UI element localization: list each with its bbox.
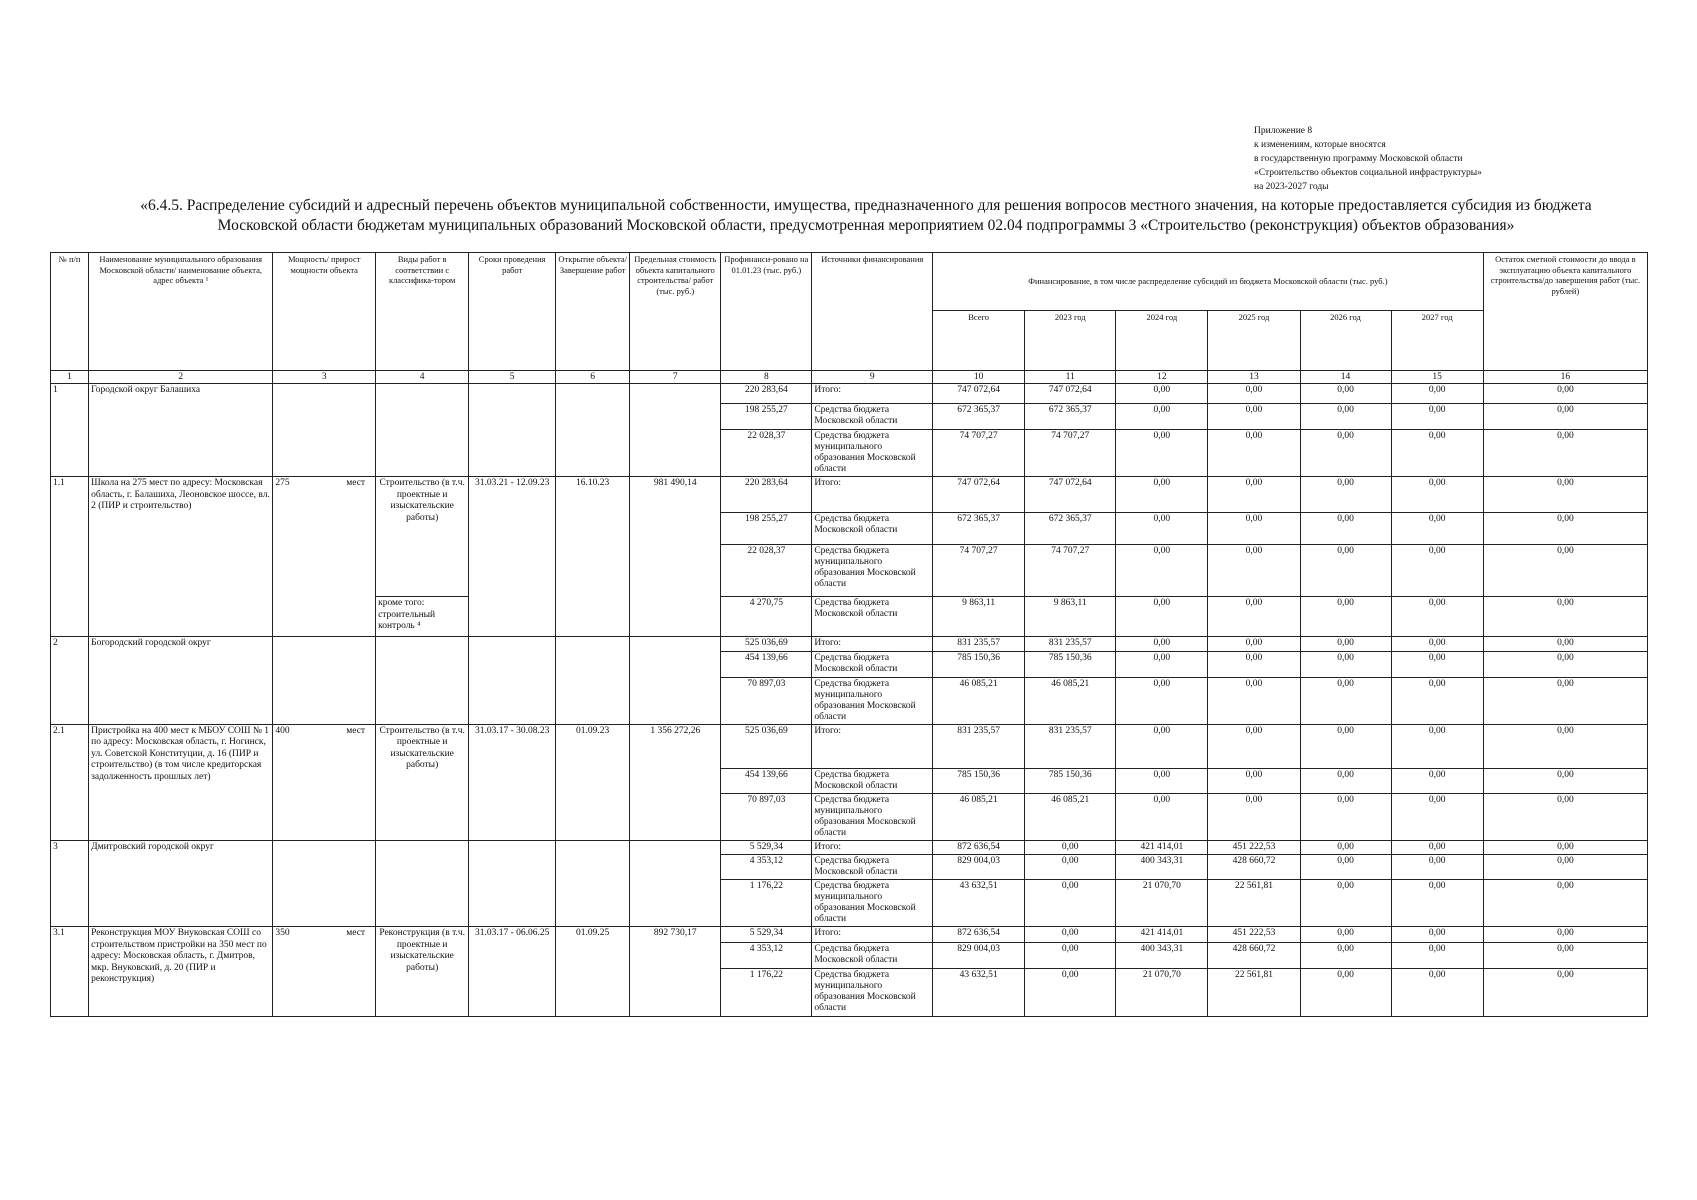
total-value: 747 072,64	[933, 384, 1025, 404]
total-value: 785 150,36	[933, 651, 1025, 677]
object-name: Городской округ Балашиха	[89, 384, 273, 477]
financed-value: 4 270,75	[721, 597, 812, 637]
year-value: 421 414,01	[1116, 927, 1208, 943]
financed-value: 1 176,22	[721, 969, 812, 1017]
index-cell: 11	[1025, 371, 1116, 384]
year-value: 0,00	[1025, 927, 1116, 943]
object-name: Дмитровский городской округ	[89, 840, 273, 927]
year-value: 747 072,64	[1025, 384, 1116, 404]
remainder-value: 0,00	[1483, 855, 1647, 880]
year-value: 74 707,27	[1025, 430, 1116, 477]
work-type: Строительство (в т.ч. проектные и изыскательские работы)	[376, 724, 469, 840]
opening-date	[556, 637, 630, 725]
table-body	[51, 384, 1648, 1017]
total-value: 46 085,21	[933, 677, 1025, 724]
year-value: 0,00	[1300, 969, 1391, 1017]
work-type	[376, 840, 469, 927]
year-value: 0,00	[1391, 597, 1483, 637]
row-number: 3.1	[51, 927, 89, 1017]
appendix-line: к изменениям, которые вносятся	[1254, 140, 1386, 150]
object-capacity	[273, 724, 376, 840]
financed-value: 525 036,69	[721, 724, 812, 768]
col-opening: Открытие объекта/ Завершение работ	[556, 253, 630, 371]
year-value: 0,00	[1391, 477, 1483, 513]
remainder-value: 0,00	[1483, 430, 1647, 477]
year-value: 785 150,36	[1025, 651, 1116, 677]
capacity-value: 275	[275, 478, 290, 488]
year-value: 22 561,81	[1208, 880, 1300, 927]
year-value: 672 365,37	[1025, 513, 1116, 545]
year-value: 421 414,01	[1116, 840, 1208, 855]
year-value: 0,00	[1300, 943, 1391, 969]
year-value: 0,00	[1025, 880, 1116, 927]
financing-source: Итого:	[812, 927, 933, 943]
table-header	[51, 253, 1648, 384]
max-cost: 1 356 272,26	[630, 724, 721, 840]
index-cell: 12	[1116, 371, 1208, 384]
remainder-value: 0,00	[1483, 927, 1647, 943]
remainder-value: 0,00	[1483, 943, 1647, 969]
opening-date	[556, 840, 630, 927]
work-type	[376, 384, 469, 477]
remainder-value: 0,00	[1483, 840, 1647, 855]
year-value: 21 070,70	[1116, 969, 1208, 1017]
table-row	[51, 384, 1648, 404]
year-value: 0,00	[1116, 513, 1208, 545]
financing-source: Средства бюджета муниципального образования Московской области	[812, 545, 933, 597]
col-terms: Сроки проведения работ	[469, 253, 556, 371]
financed-value: 198 255,27	[721, 513, 812, 545]
financing-source: Итого:	[812, 384, 933, 404]
year-value: 0,00	[1391, 651, 1483, 677]
year-value: 400 343,31	[1116, 943, 1208, 969]
max-cost: 892 730,17	[630, 927, 721, 1017]
index-cell: 2	[89, 371, 273, 384]
year-value: 0,00	[1116, 545, 1208, 597]
financed-value: 1 176,22	[721, 880, 812, 927]
year-value: 672 365,37	[1025, 404, 1116, 430]
total-value: 9 863,11	[933, 597, 1025, 637]
year-value: 46 085,21	[1025, 677, 1116, 724]
total-value: 672 365,37	[933, 404, 1025, 430]
appendix-line: в государственную программу Московской области	[1254, 154, 1463, 164]
col-max-cost: Предельная стоимость объекта капитального строительства/ работ (тыс. руб.)	[630, 253, 721, 371]
year-value: 0,00	[1391, 724, 1483, 768]
work-terms	[469, 840, 556, 927]
index-cell: 14	[1300, 371, 1391, 384]
index-cell: 5	[469, 371, 556, 384]
total-value: 829 004,03	[933, 943, 1025, 969]
col-remainder: Остаток сметной стоимости до ввода в эксплуатацию объекта капитального строительства/до завершения работ (тыс. рублей)	[1483, 253, 1647, 371]
object-capacity	[273, 384, 376, 477]
financed-value: 70 897,03	[721, 793, 812, 840]
financed-value: 22 028,37	[721, 545, 812, 597]
year-value: 0,00	[1300, 637, 1391, 652]
financed-value: 198 255,27	[721, 404, 812, 430]
remainder-value: 0,00	[1483, 384, 1647, 404]
object-name: Школа на 275 мест по адресу: Московская область, г. Балашиха, Леоновское шоссе, вл. 2 (ПИР и строительство)	[89, 477, 273, 637]
year-value: 9 863,11	[1025, 597, 1116, 637]
year-value: 831 235,57	[1025, 724, 1116, 768]
financing-source: Средства бюджета Московской области	[812, 404, 933, 430]
capacity-unit: мест	[346, 928, 366, 938]
remainder-value: 0,00	[1483, 651, 1647, 677]
year-value: 0,00	[1300, 880, 1391, 927]
work-terms: 31.03.17 - 30.08.23	[469, 724, 556, 840]
row-number: 2	[51, 637, 89, 725]
col-work-type: Виды работ в соответствии с классифика-тором	[376, 253, 469, 371]
year-value: 0,00	[1391, 637, 1483, 652]
row-number: 2.1	[51, 724, 89, 840]
financing-source: Итого:	[812, 840, 933, 855]
index-cell: 7	[630, 371, 721, 384]
object-capacity	[273, 840, 376, 927]
col-financed: Профинанси-ровано на 01.01.23 (тыс. руб.)	[721, 253, 812, 371]
year-value: 0,00	[1300, 545, 1391, 597]
remainder-value: 0,00	[1483, 404, 1647, 430]
remainder-value: 0,00	[1483, 969, 1647, 1017]
table-row	[51, 927, 1648, 943]
work-type: Строительство (в т.ч. проектные и изыскательские работы)	[376, 477, 469, 597]
object-name: Пристройка на 400 мест к МБОУ СОШ № 1 по адресу: Московская область, г. Ногинск, ул. Советской Конституции, д. 16 (ПИР и строительство) (в том числе кредиторская задолженность прошлых лет)	[89, 724, 273, 840]
year-value: 0,00	[1300, 477, 1391, 513]
total-value: 831 235,57	[933, 724, 1025, 768]
index-cell: 8	[721, 371, 812, 384]
year-value: 0,00	[1208, 404, 1300, 430]
financing-source: Средства бюджета муниципального образования Московской области	[812, 677, 933, 724]
remainder-value: 0,00	[1483, 597, 1647, 637]
year-value: 0,00	[1391, 404, 1483, 430]
col-year-2023: 2023 год	[1025, 311, 1116, 371]
total-value: 872 636,54	[933, 927, 1025, 943]
year-value: 0,00	[1391, 943, 1483, 969]
year-value: 0,00	[1025, 855, 1116, 880]
capacity-value: 350	[275, 928, 290, 938]
year-value: 0,00	[1300, 513, 1391, 545]
year-value: 451 222,53	[1208, 927, 1300, 943]
year-value: 0,00	[1391, 969, 1483, 1017]
year-value: 0,00	[1208, 384, 1300, 404]
year-value: 428 660,72	[1208, 855, 1300, 880]
remainder-value: 0,00	[1483, 477, 1647, 513]
year-value: 0,00	[1208, 597, 1300, 637]
year-value: 451 222,53	[1208, 840, 1300, 855]
year-value: 0,00	[1025, 969, 1116, 1017]
col-total: Всего	[933, 311, 1025, 371]
remainder-value: 0,00	[1483, 677, 1647, 724]
max-cost	[630, 384, 721, 477]
year-value: 0,00	[1391, 768, 1483, 793]
total-value: 74 707,27	[933, 430, 1025, 477]
year-value: 747 072,64	[1025, 477, 1116, 513]
total-value: 672 365,37	[933, 513, 1025, 545]
year-value: 0,00	[1116, 724, 1208, 768]
year-value: 21 070,70	[1116, 880, 1208, 927]
year-value: 0,00	[1116, 768, 1208, 793]
year-value: 0,00	[1208, 768, 1300, 793]
financing-source: Средства бюджета Московской области	[812, 855, 933, 880]
financing-source: Средства бюджета муниципального образования Московской области	[812, 430, 933, 477]
year-value: 0,00	[1391, 927, 1483, 943]
year-value: 0,00	[1208, 677, 1300, 724]
remainder-value: 0,00	[1483, 545, 1647, 597]
year-value: 0,00	[1208, 724, 1300, 768]
year-value: 0,00	[1300, 724, 1391, 768]
financed-value: 5 529,34	[721, 927, 812, 943]
object-capacity	[273, 927, 376, 1017]
index-cell: 10	[933, 371, 1025, 384]
index-cell: 4	[376, 371, 469, 384]
financing-source: Итого:	[812, 724, 933, 768]
table-row	[51, 724, 1648, 768]
year-value: 0,00	[1300, 651, 1391, 677]
financing-source: Средства бюджета Московской области	[812, 597, 933, 637]
total-value: 785 150,36	[933, 768, 1025, 793]
financing-source: Средства бюджета муниципального образования Московской области	[812, 880, 933, 927]
col-financing: Финансирование, в том числе распределение субсидий из бюджета Московской области (тыс. руб.)	[933, 253, 1484, 311]
capacity-value: 400	[275, 725, 290, 736]
financing-source: Средства бюджета Московской области	[812, 768, 933, 793]
work-type: Реконструкция (в т.ч. проектные и изыскательские работы)	[376, 927, 469, 1017]
object-capacity	[273, 477, 376, 637]
year-value: 0,00	[1208, 651, 1300, 677]
object-name: Богородский городской округ	[89, 637, 273, 725]
financed-value: 454 139,66	[721, 651, 812, 677]
opening-date: 16.10.23	[556, 477, 630, 637]
year-value: 0,00	[1300, 927, 1391, 943]
year-value: 0,00	[1116, 477, 1208, 513]
year-value: 0,00	[1300, 768, 1391, 793]
total-value: 829 004,03	[933, 855, 1025, 880]
work-type	[376, 637, 469, 725]
year-value: 0,00	[1116, 597, 1208, 637]
col-num: № п/п	[51, 253, 89, 371]
row-number: 3	[51, 840, 89, 927]
table-row	[51, 477, 1648, 513]
year-value: 0,00	[1025, 943, 1116, 969]
financing-source: Средства бюджета муниципального образования Московской области	[812, 969, 933, 1017]
year-value: 0,00	[1300, 840, 1391, 855]
financed-value: 220 283,64	[721, 384, 812, 404]
object-capacity	[273, 637, 376, 725]
year-value: 0,00	[1116, 637, 1208, 652]
remainder-value: 0,00	[1483, 637, 1647, 652]
row-number: 1.1	[51, 477, 89, 637]
work-type-extra: кроме того: строительный контроль ⁴	[376, 597, 469, 637]
appendix-note	[1254, 124, 1482, 194]
financing-source: Средства бюджета муниципального образования Московской области	[812, 793, 933, 840]
year-value: 785 150,36	[1025, 768, 1116, 793]
financed-value: 4 353,12	[721, 943, 812, 969]
col-year-2025: 2025 год	[1208, 311, 1300, 371]
financed-value: 525 036,69	[721, 637, 812, 652]
index-cell: 15	[1391, 371, 1483, 384]
remainder-value: 0,00	[1483, 513, 1647, 545]
year-value: 0,00	[1300, 793, 1391, 840]
year-value: 0,00	[1391, 545, 1483, 597]
year-value: 22 561,81	[1208, 969, 1300, 1017]
document-title	[86, 196, 1646, 236]
total-value: 43 632,51	[933, 969, 1025, 1017]
financing-source: Средства бюджета Московской области	[812, 943, 933, 969]
col-capacity: Мощность/ прирост мощности объекта	[273, 253, 376, 371]
year-value: 428 660,72	[1208, 943, 1300, 969]
year-value: 0,00	[1208, 430, 1300, 477]
year-value: 0,00	[1391, 513, 1483, 545]
financed-value: 5 529,34	[721, 840, 812, 855]
year-value: 0,00	[1116, 677, 1208, 724]
financing-source: Итого:	[812, 477, 933, 513]
index-cell: 3	[273, 371, 376, 384]
col-year-2026: 2026 год	[1300, 311, 1391, 371]
opening-date: 01.09.23	[556, 724, 630, 840]
year-value: 0,00	[1300, 855, 1391, 880]
financing-source: Средства бюджета Московской области	[812, 651, 933, 677]
title-line-2: Московской области бюджетам муниципальных образований Московской области, предусмотренная мероприятием 02.04 подпрограммы 3 «Строительство (реконструкция) объектов образования»	[217, 217, 1515, 234]
total-value: 831 235,57	[933, 637, 1025, 652]
table-row	[51, 637, 1648, 652]
year-value: 0,00	[1116, 384, 1208, 404]
index-cell: 1	[51, 371, 89, 384]
year-value: 831 235,57	[1025, 637, 1116, 652]
work-terms: 31.03.21 - 12.09.23	[469, 477, 556, 637]
year-value: 0,00	[1391, 430, 1483, 477]
total-value: 74 707,27	[933, 545, 1025, 597]
column-index-row	[51, 371, 1648, 384]
year-value: 0,00	[1300, 404, 1391, 430]
capacity-unit: мест	[346, 725, 366, 736]
index-cell: 6	[556, 371, 630, 384]
year-value: 0,00	[1300, 384, 1391, 404]
appendix-line: «Строительство объектов социальной инфраструктуры»	[1254, 168, 1482, 178]
year-value: 400 343,31	[1116, 855, 1208, 880]
year-value: 0,00	[1116, 651, 1208, 677]
financed-value: 22 028,37	[721, 430, 812, 477]
max-cost: 981 490,14	[630, 477, 721, 637]
remainder-value: 0,00	[1483, 724, 1647, 768]
index-cell: 13	[1208, 371, 1300, 384]
year-value: 46 085,21	[1025, 793, 1116, 840]
year-value: 0,00	[1391, 793, 1483, 840]
total-value: 46 085,21	[933, 793, 1025, 840]
object-name: Реконструкция МОУ Внуковская СОШ со строительством пристройки на 350 мест по адресу: Московская область, г. Дмитров, мкр. Внуковский, д. 20 (ПИР и реконструкция)	[89, 927, 273, 1017]
remainder-value: 0,00	[1483, 880, 1647, 927]
remainder-value: 0,00	[1483, 793, 1647, 840]
col-name: Наименование муниципального образования Московской области/ наименование объекта, адрес объекта ¹	[89, 253, 273, 371]
max-cost	[630, 637, 721, 725]
appendix-line: на 2023-2027 годы	[1254, 182, 1329, 192]
financed-value: 70 897,03	[721, 677, 812, 724]
year-value: 74 707,27	[1025, 545, 1116, 597]
financed-value: 220 283,64	[721, 477, 812, 513]
opening-date: 01.09.25	[556, 927, 630, 1017]
year-value: 0,00	[1391, 855, 1483, 880]
financed-value: 454 139,66	[721, 768, 812, 793]
opening-date	[556, 384, 630, 477]
work-terms	[469, 637, 556, 725]
year-value: 0,00	[1391, 384, 1483, 404]
title-line-1: «6.4.5. Распределение субсидий и адресный перечень объектов муниципальной собственности, имущества, предназначенного для решения вопросов местного значения, на которые предоставляется субсидия из бюджета	[140, 197, 1592, 214]
index-cell: 16	[1483, 371, 1647, 384]
total-value: 872 636,54	[933, 840, 1025, 855]
year-value: 0,00	[1391, 840, 1483, 855]
row-number: 1	[51, 384, 89, 477]
financed-value: 4 353,12	[721, 855, 812, 880]
index-cell: 9	[812, 371, 933, 384]
max-cost	[630, 840, 721, 927]
year-value: 0,00	[1300, 597, 1391, 637]
col-sources: Источники финансирования	[812, 253, 933, 371]
year-value: 0,00	[1300, 430, 1391, 477]
year-value: 0,00	[1391, 880, 1483, 927]
year-value: 0,00	[1116, 793, 1208, 840]
col-year-2024: 2024 год	[1116, 311, 1208, 371]
table-row	[51, 840, 1648, 855]
financing-source: Итого:	[812, 637, 933, 652]
year-value: 0,00	[1300, 677, 1391, 724]
total-value: 747 072,64	[933, 477, 1025, 513]
year-value: 0,00	[1208, 793, 1300, 840]
year-value: 0,00	[1208, 477, 1300, 513]
work-terms: 31.03.17 - 06.06.25	[469, 927, 556, 1017]
financing-source: Средства бюджета Московской области	[812, 513, 933, 545]
remainder-value: 0,00	[1483, 768, 1647, 793]
year-value: 0,00	[1116, 404, 1208, 430]
col-year-2027: 2027 год	[1391, 311, 1483, 371]
capacity-unit: мест	[346, 478, 366, 488]
year-value: 0,00	[1025, 840, 1116, 855]
year-value: 0,00	[1208, 637, 1300, 652]
appendix-line: Приложение 8	[1254, 126, 1313, 136]
total-value: 43 632,51	[933, 880, 1025, 927]
work-terms	[469, 384, 556, 477]
year-value: 0,00	[1116, 430, 1208, 477]
subsidy-table	[50, 252, 1648, 1017]
year-value: 0,00	[1208, 513, 1300, 545]
year-value: 0,00	[1391, 677, 1483, 724]
year-value: 0,00	[1208, 545, 1300, 597]
